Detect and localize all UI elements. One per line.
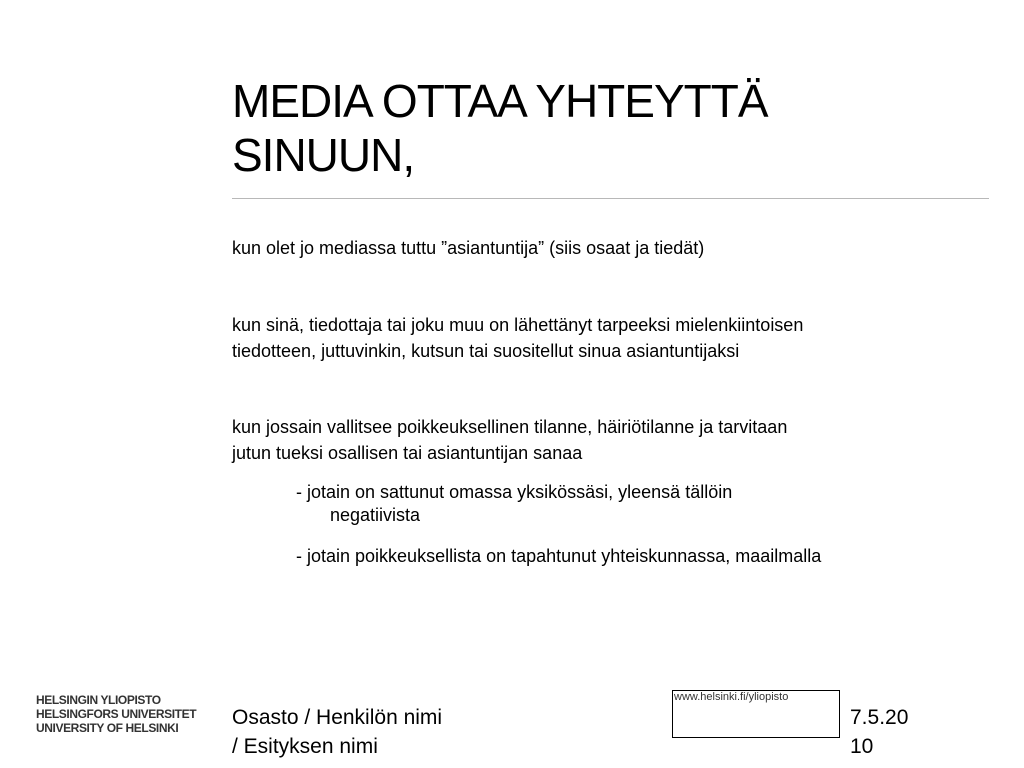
paragraph-3-line-1: kun jossain vallitsee poikkeuksellinen tilanne, häiriötilanne ja tarvitaan xyxy=(232,417,788,437)
footer-date-line-2: 10 xyxy=(850,735,874,758)
university-logo xyxy=(36,693,196,735)
slide-title xyxy=(232,74,992,182)
logo-line-2: HELSINGFORS UNIVERSITET xyxy=(36,707,197,721)
paragraph-2-line-2: tiedotteen, juttuvinkin, kutsun tai suositellut sinua asiantuntijaksi xyxy=(232,341,740,361)
footer-date-line-1: 7.5.20 xyxy=(850,706,909,729)
footer-url[interactable]: www.helsinki.fi/yliopisto xyxy=(674,691,789,703)
logo-line-1: HELSINGIN YLIOPISTO xyxy=(36,693,161,707)
footer-date xyxy=(850,703,908,761)
paragraph-3 xyxy=(232,414,992,466)
footer-author-line-1: Osasto / Henkilön nimi xyxy=(232,706,443,729)
footer-author xyxy=(232,703,442,761)
title-line-1: MEDIA OTTAA YHTEYTTÄ xyxy=(232,75,768,127)
title-divider xyxy=(232,198,989,199)
footer-author-line-2: / Esityksen nimi xyxy=(232,735,378,758)
sub-item-1-line-2: negatiivista xyxy=(330,505,421,525)
paragraph-2-line-1: kun sinä, tiedottaja tai joku muu on lähettänyt tarpeeksi mielenkiintoisen xyxy=(232,315,804,335)
sub-item-2 xyxy=(296,545,986,568)
sub-item-1-line-1: - jotain on sattunut omassa yksikössäsi, yleensä tällöin xyxy=(296,482,733,502)
title-line-2: SINUUN, xyxy=(232,129,415,181)
logo-line-3: UNIVERSITY OF HELSINKI xyxy=(36,721,179,735)
paragraph-2 xyxy=(232,312,992,364)
paragraph-1: kun olet jo mediassa tuttu ”asiantuntija” (siis osaat ja tiedät) xyxy=(232,238,705,258)
paragraph-3-line-2: jutun tueksi osallisen tai asiantuntijan sanaa xyxy=(232,443,583,463)
sub-item-2-line-1: - jotain poikkeuksellista on tapahtunut yhteiskunnassa, maailmalla xyxy=(296,546,822,566)
sub-item-1 xyxy=(296,481,986,527)
